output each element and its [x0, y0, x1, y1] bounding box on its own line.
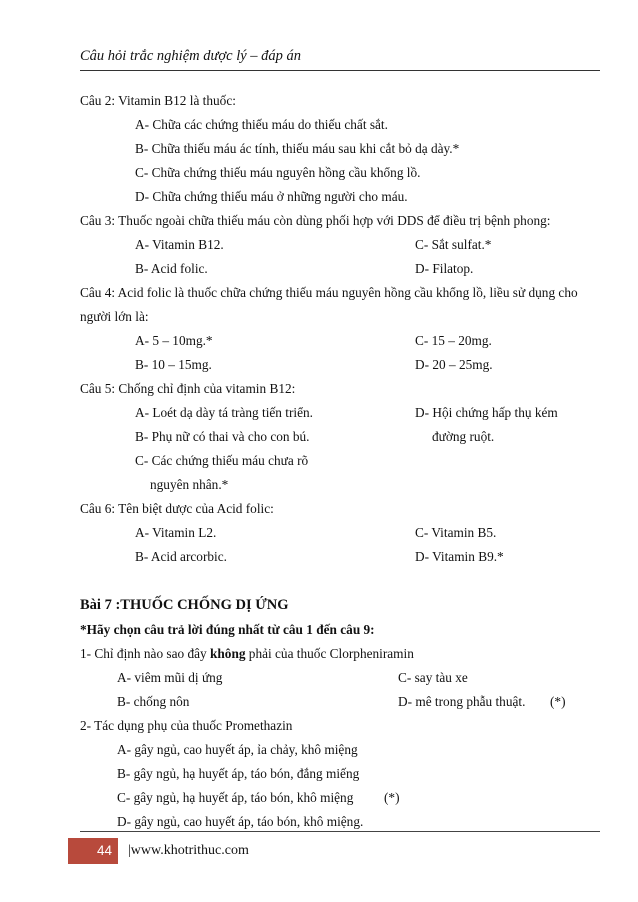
- question-5-option-a: A- Loét dạ dày tá tràng tiến triển.: [135, 405, 313, 420]
- stem-text-end: phải của thuốc Clorpheniramin: [245, 646, 414, 661]
- question-4-option-d: D- 20 – 25mg.: [415, 357, 493, 372]
- question-5-option-c: C- Các chứng thiếu máu chưa rõ: [135, 453, 309, 468]
- section-question-2-option-b: B- gây ngủ, hạ huyết áp, táo bón, đắng miếng: [117, 766, 360, 781]
- page-number: 44: [68, 838, 118, 864]
- question-5-option-d: D- Hội chứng hấp thụ kém: [415, 405, 558, 420]
- question-5-option-b: B- Phụ nữ có thai và cho con bú.: [135, 429, 310, 444]
- question-2-option-b: B- Chữa thiếu máu ác tính, thiếu máu sau khi cắt bỏ dạ dày.*: [135, 141, 460, 156]
- stem-text: 1- Chỉ định nào sao đây: [80, 646, 210, 661]
- question-4-stem-continued: người lớn là:: [80, 309, 149, 324]
- question-6-option-c: C- Vitamin B5.: [415, 525, 497, 540]
- header-divider: [80, 70, 600, 71]
- page-header-title: Câu hỏi trắc nghiệm dược lý – đáp án: [80, 48, 302, 64]
- question-3-option-c: C- Sắt sulfat.*: [415, 237, 492, 252]
- question-6-stem: Câu 6: Tên biệt dược của Acid folic:: [80, 501, 274, 516]
- question-2-stem: Câu 2: Vitamin B12 là thuốc:: [80, 93, 236, 108]
- section-instruction: *Hãy chọn câu trả lời đúng nhất từ câu 1 đến câu 9:: [80, 622, 375, 637]
- stem-emphasis: không: [210, 646, 246, 661]
- question-5-option-d-continued: đường ruột.: [432, 429, 495, 444]
- question-2-option-c: C- Chữa chứng thiếu máu nguyên hồng cầu khổng lồ.: [135, 165, 421, 180]
- question-3-option-d: D- Filatop.: [415, 261, 474, 276]
- section-question-1-option-c: C- say tàu xe: [398, 670, 468, 685]
- footer-website[interactable]: |www.khotrithuc.com: [128, 843, 249, 858]
- question-6-option-b: B- Acid arcorbic.: [135, 549, 227, 564]
- question-4-option-b: B- 10 – 15mg.: [135, 357, 212, 372]
- question-2-option-a: A- Chữa các chứng thiếu máu do thiếu chất sắt.: [135, 117, 388, 132]
- section-question-2-stem: 2- Tác dụng phụ của thuốc Promethazin: [80, 718, 293, 733]
- question-4-option-c: C- 15 – 20mg.: [415, 333, 492, 348]
- section-question-1-option-a: A- viêm mũi dị ứng: [117, 670, 223, 685]
- question-6-option-a: A- Vitamin L2.: [135, 525, 217, 540]
- question-5-option-c-continued: nguyên nhân.*: [150, 477, 229, 492]
- section-question-2-option-d: D- gây ngủ, cao huyết áp, táo bón, khô miệng.: [117, 814, 364, 829]
- section-question-1-option-d: D- mê trong phẫu thuật.: [398, 694, 526, 709]
- section-question-2-option-c: C- gây ngủ, hạ huyết áp, táo bón, khô miệng: [117, 790, 354, 805]
- question-4-stem: Câu 4: Acid folic là thuốc chữa chứng thiếu máu nguyên hồng cầu khổng lồ, liều sử dụng cho: [80, 285, 578, 300]
- answer-mark: (*): [550, 694, 566, 709]
- question-3-option-b: B- Acid folic.: [135, 261, 208, 276]
- question-2-option-d: D- Chữa chứng thiếu máu ở những người cho máu.: [135, 189, 408, 204]
- answer-mark: (*): [384, 790, 400, 805]
- section-question-1-option-b: B- chống nôn: [117, 694, 190, 709]
- footer-divider: [80, 831, 600, 832]
- section-title: Bài 7 :THUỐC CHỐNG DỊ ỨNG: [80, 597, 289, 613]
- section-question-1-stem: [80, 646, 414, 662]
- question-4-option-a: A- 5 – 10mg.*: [135, 333, 213, 348]
- question-3-option-a: A- Vitamin B12.: [135, 237, 224, 252]
- question-6-option-d: D- Vitamin B9.*: [415, 549, 504, 564]
- question-3-stem: Câu 3: Thuốc ngoài chữa thiếu máu còn dùng phối hợp với DDS để điều trị bệnh phong:: [80, 213, 551, 228]
- section-question-2-option-a: A- gây ngủ, cao huyết áp, ỉa chảy, khô miệng: [117, 742, 358, 757]
- question-5-stem: Câu 5: Chống chỉ định của vitamin B12:: [80, 381, 296, 396]
